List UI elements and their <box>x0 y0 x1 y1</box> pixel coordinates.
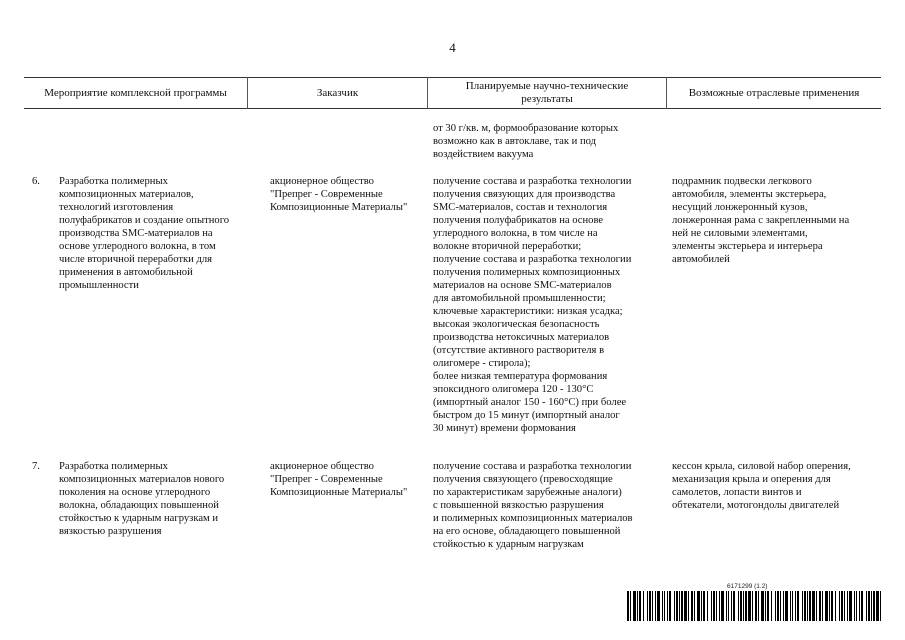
row-applications: подрамник подвески легкового автомобиля, элементы экстерьера, несущий лонжеронный кузов, лонжеронная рама с закрепленными на ней не силовыми элементами, элементы экстерьера и интерьера автомобилей <box>672 176 850 265</box>
header-measure: Мероприятие комплексной программы <box>44 87 227 99</box>
row-results: получение состава и разработка технологии получения связующих для производства SMC-материалов, состав и технология получения полуфабрикатов на основе углеродного волокна, в том числе на волокне вторичной переработки; получение состава и разработка технологии получения полимерных композиционных материалов на основе SMC-материалов для автомобильной промышленности; ключевые характеристики: низкая усадка; высокая экологическая безопасность производства нетоксичных материалов (отсутствие активного растворителя в олигомере - стирола); более низкая температура формования эпоксидного олигомера 120 - 130°C (импортный аналог 150 - 160°C) при более быстром до 15 минут (импортный аналог 30 минут) времени формования <box>433 176 632 434</box>
continuation-results: от 30 г/кв. м, формообразование которых возможно как в автоклаве, так и под воздействием вакуума <box>433 123 619 160</box>
header-results: Планируемые научно-технические результаты <box>465 80 629 105</box>
barcode-code: 6171299 (1.2) <box>727 583 768 590</box>
row-number: 6. <box>32 176 40 187</box>
row-measure: Разработка полимерных композиционных материалов нового поколения на основе углеродного волокна, обладающих повышенной стойкостью к ударным нагрузкам и вязкостью разрушения <box>59 461 225 537</box>
table-header-bottom-rule <box>24 108 881 109</box>
header-customer: Заказчик <box>316 87 359 99</box>
row-number: 7. <box>32 461 40 472</box>
row-customer: акционерное общество "Препрег - Современные Композиционные Материалы" <box>270 461 408 498</box>
table-top-rule <box>24 77 881 78</box>
page-number: 4 <box>449 40 456 55</box>
row-applications: кессон крыла, силовой набор оперения, механизация крыла и оперения для самолетов, лопасти винтов и обтекатели, мотогондолы двигателей <box>672 461 851 511</box>
barcode-icon <box>627 591 881 621</box>
row-customer: акционерное общество "Препрег - Современные Композиционные Материалы" <box>270 176 408 213</box>
header-applications: Возможные отраслевые применения <box>688 87 860 99</box>
row-results: получение состава и разработка технологии получения связующего (превосходящие по характеристикам зарубежные аналоги) с повышенной вязкостью разрушения и полимерных композиционных материалов на его основе, обладающего повышенной стойкостью к ударным нагрузкам <box>433 461 633 550</box>
row-measure: Разработка полимерных композиционных материалов, технологий изготовления полуфабрикатов и создание опытного производства SMC-материалов на основе углеродного волокна, в том числе вторичной переработки для применения в автомобильной промышленности <box>59 176 230 291</box>
